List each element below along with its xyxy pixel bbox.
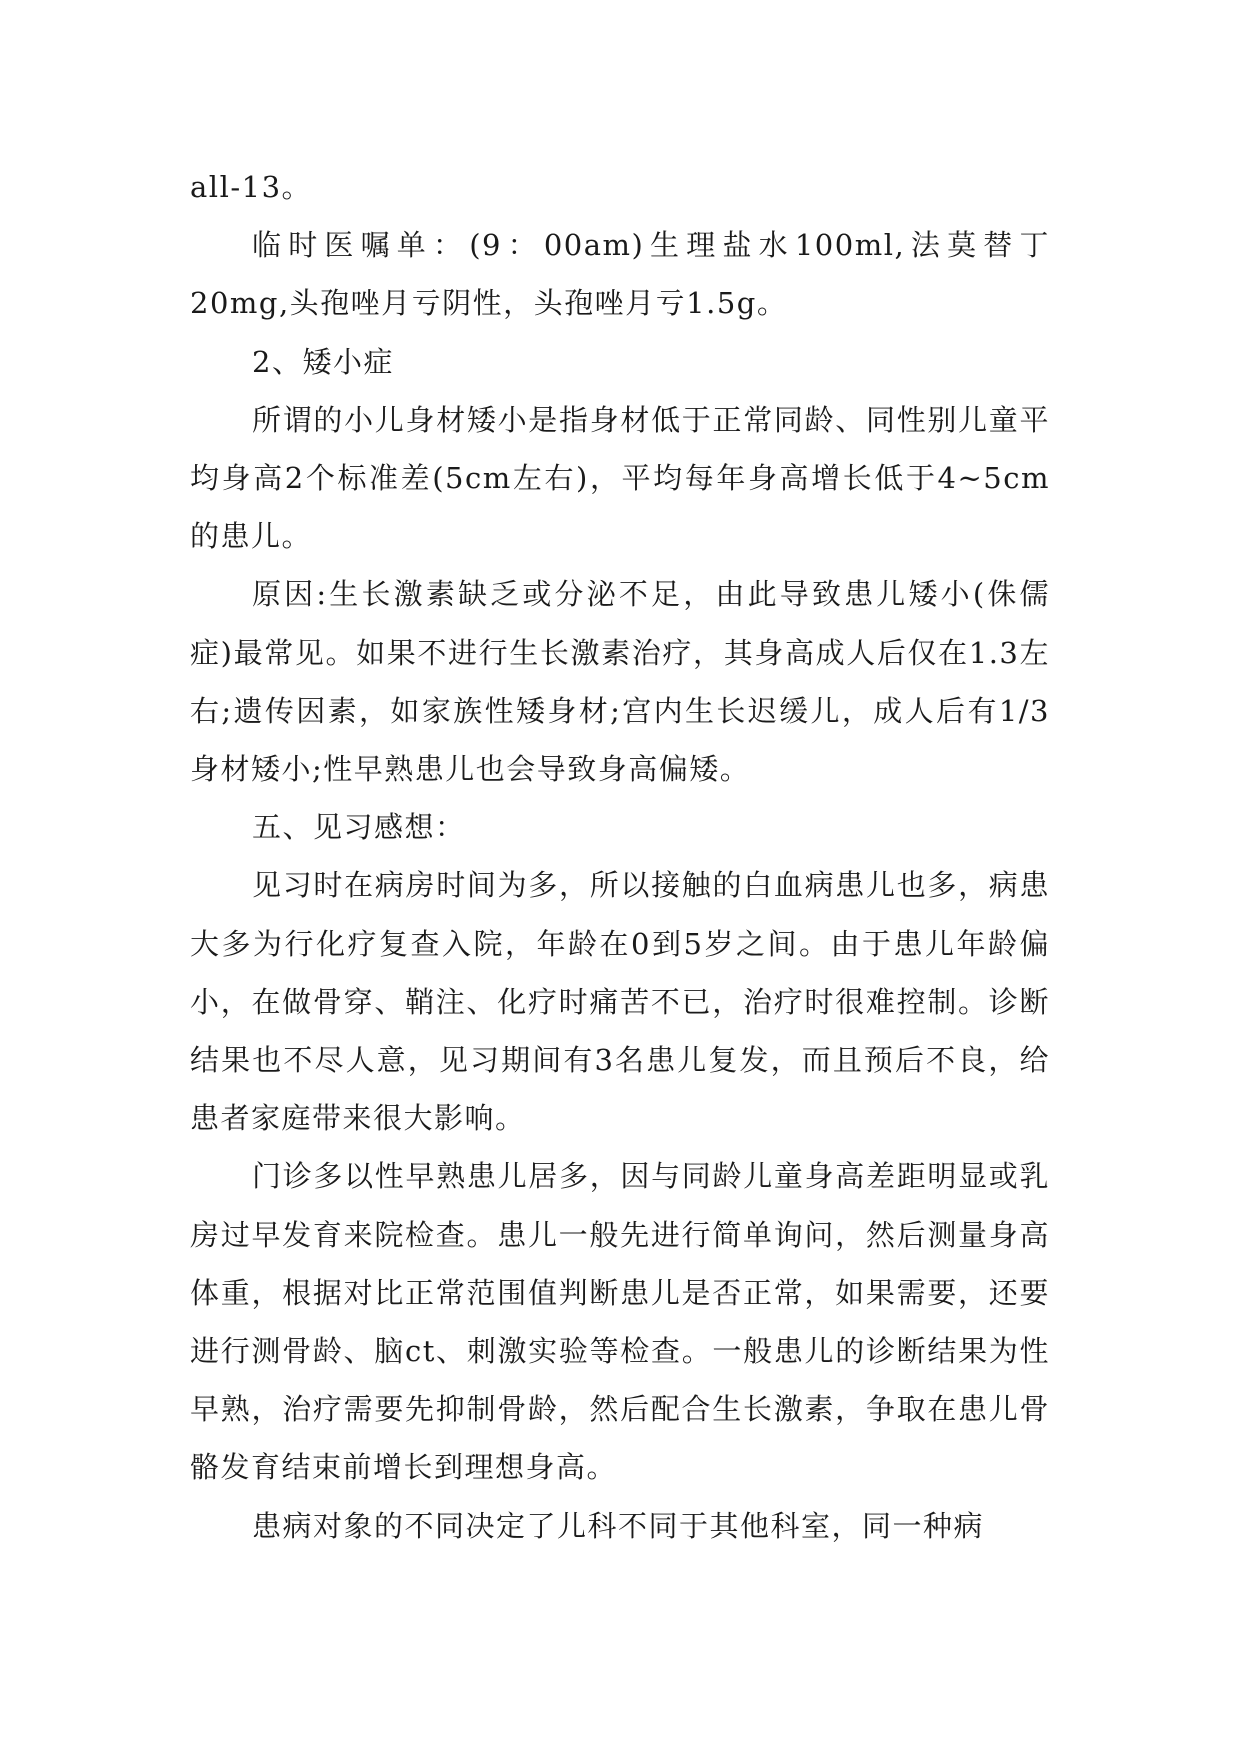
paragraph-2: 临时医嘱单：(9：00am)生理盐水100ml,法莫替丁20mg,头孢唑月亏阴性，头孢唑月亏1.5g。 [190,228,1050,321]
paragraph-closing: 患病对象的不同决定了儿科不同于其他科室，同一种病 [252,1508,985,1543]
document-page [190,158,1050,1555]
paragraph-outpatient: 门诊多以性早熟患儿居多，因与同龄儿童身高差距明显或乳房过早发育来院检查。患儿一般先进行简单询问，然后测量身高体重，根据对比正常范围值判断患儿是否正常，如果需要，还要进行测骨龄、脑ct、刺激实验等检查。一般患儿的诊断结果为性早熟，治疗需要先抑制骨龄，然后配合生长激素，争取在患儿骨骼发育结束前增长到理想身高。 [190,1159,1050,1485]
paragraph-causes: 原因:生长激素缺乏或分泌不足，由此导致患儿矮小(侏儒症)最常见。如果不进行生长激素治疗，其身高成人后仅在1.3左右;遗传因素，如家族性矮身材;宫内生长迟缓儿，成人后有1/3身材矮小;性早熟患儿也会导致身高偏矮。 [190,577,1050,787]
paragraph-ward: 见习时在病房时间为多，所以接触的白血病患儿也多，病患大多为行化疗复查入院，年龄在0到5岁之间。由于患儿年龄偏小，在做骨穿、鞘注、化疗时痛苦不已，治疗时很难控制。诊断结果也不尽人意，见习期间有3名患儿复发，而且预后不良，给患者家庭带来很大影响。 [190,868,1050,1136]
section-heading-reflections: 五、见习感想： [252,810,466,845]
section-heading-short-stature: 2、矮小症 [252,344,394,379]
paragraph-1: all-13。 [190,170,313,204]
paragraph-definition: 所谓的小儿身材矮小是指身材低于正常同龄、同性别儿童平均身高2个标准差(5cm左右)，平均每年身高增长低于4~5cm的患儿。 [190,402,1050,554]
